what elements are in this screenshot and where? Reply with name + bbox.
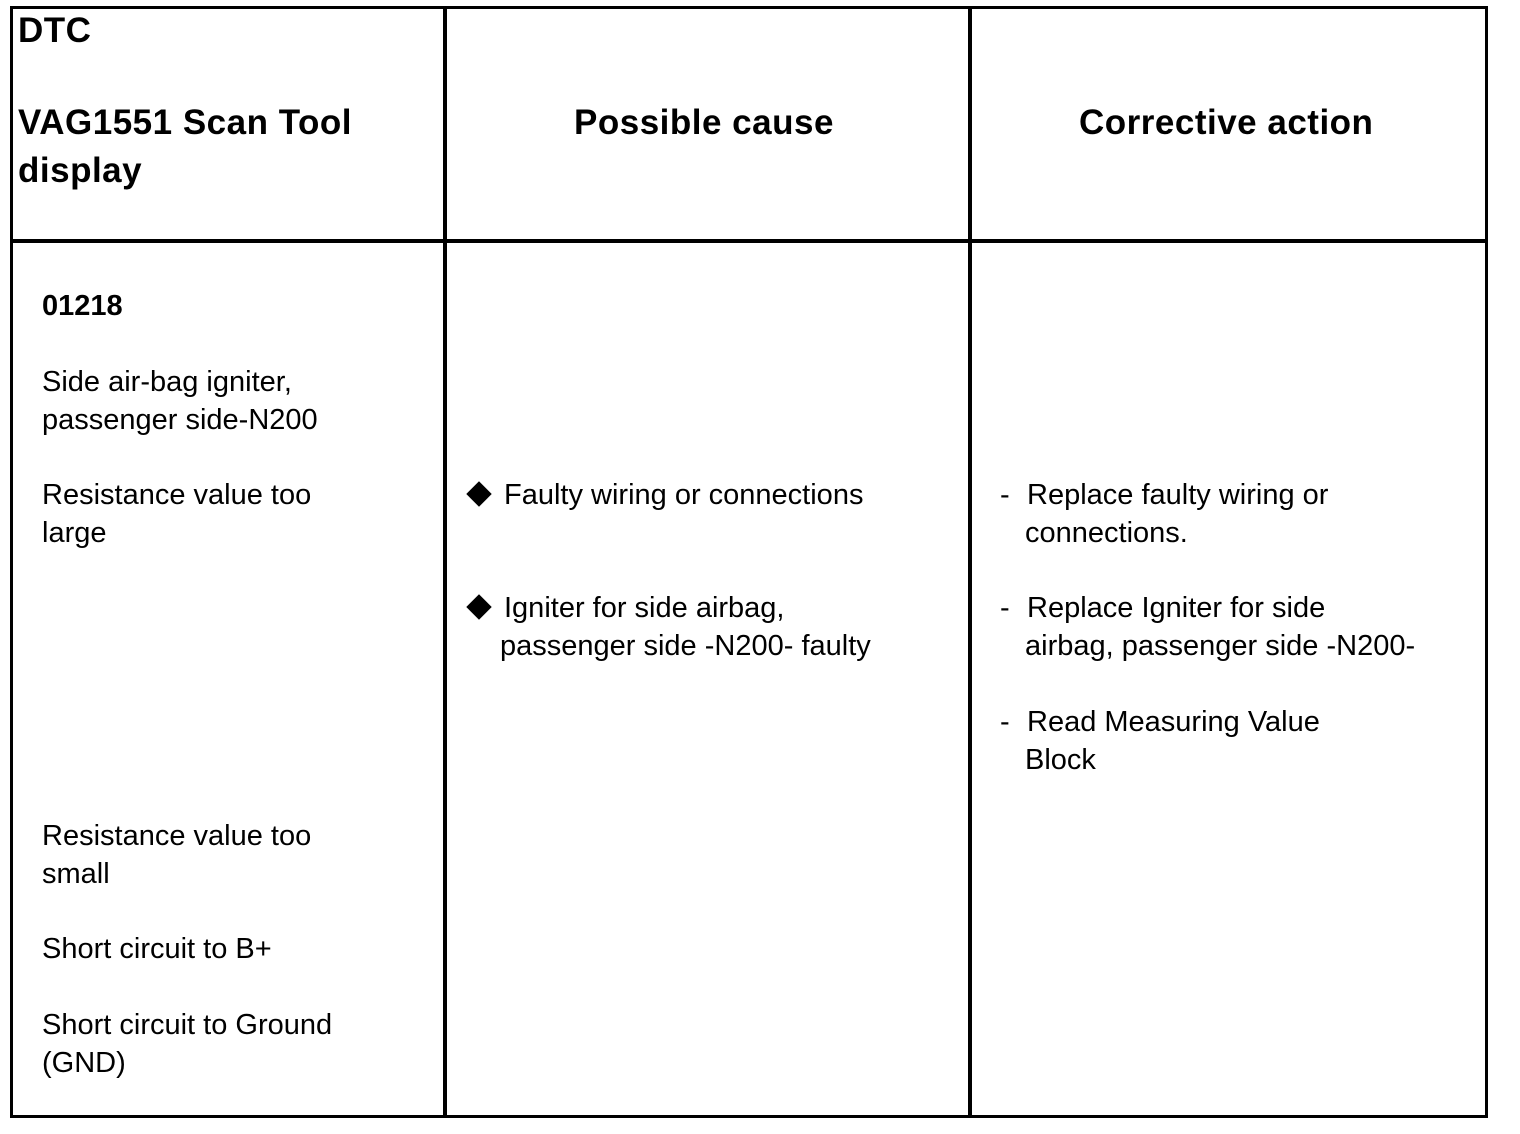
cause-2-line1: Igniter for side airbag, xyxy=(504,592,785,624)
column-divider-1 xyxy=(443,9,447,1115)
header-dtc-label: DTC xyxy=(18,11,92,50)
fault-2-line1: Resistance value too xyxy=(42,820,312,852)
action-2-dash: - xyxy=(1000,592,1010,624)
dtc-component-line2: passenger side-N200 xyxy=(42,404,318,436)
header-corrective-action: Corrective action xyxy=(1079,103,1374,142)
action-1-line1: Replace faulty wiring or xyxy=(1027,479,1329,511)
fault-4-line1: Short circuit to Ground xyxy=(42,1009,333,1041)
header-row-divider xyxy=(13,239,1485,243)
action-2-line1: Replace Igniter for side xyxy=(1027,592,1326,624)
header-possible-cause: Possible cause xyxy=(574,103,834,142)
fault-1-line2: large xyxy=(42,517,107,549)
fault-3-line1: Short circuit to B+ xyxy=(42,933,272,965)
action-2-line2: airbag, passenger side -N200- xyxy=(1025,630,1416,662)
dtc-code: 01218 xyxy=(42,290,123,322)
header-display-label: display xyxy=(18,151,143,190)
action-1-dash: - xyxy=(1000,479,1010,511)
cause-2-line2: passenger side -N200- faulty xyxy=(500,630,871,662)
header-scan-tool-label: VAG1551 Scan Tool xyxy=(18,103,352,142)
fault-4-line2: (GND) xyxy=(42,1047,126,1079)
fault-2-line2: small xyxy=(42,858,110,890)
action-3-dash: - xyxy=(1000,706,1010,738)
action-1-line2: connections. xyxy=(1025,517,1188,549)
fault-1-line1: Resistance value too xyxy=(42,479,312,511)
action-3-line2: Block xyxy=(1025,744,1096,776)
column-divider-2 xyxy=(968,9,972,1115)
cause-1-line1: Faulty wiring or connections xyxy=(504,479,864,511)
action-3-line1: Read Measuring Value xyxy=(1027,706,1320,738)
dtc-component-line1: Side air-bag igniter, xyxy=(42,366,292,398)
